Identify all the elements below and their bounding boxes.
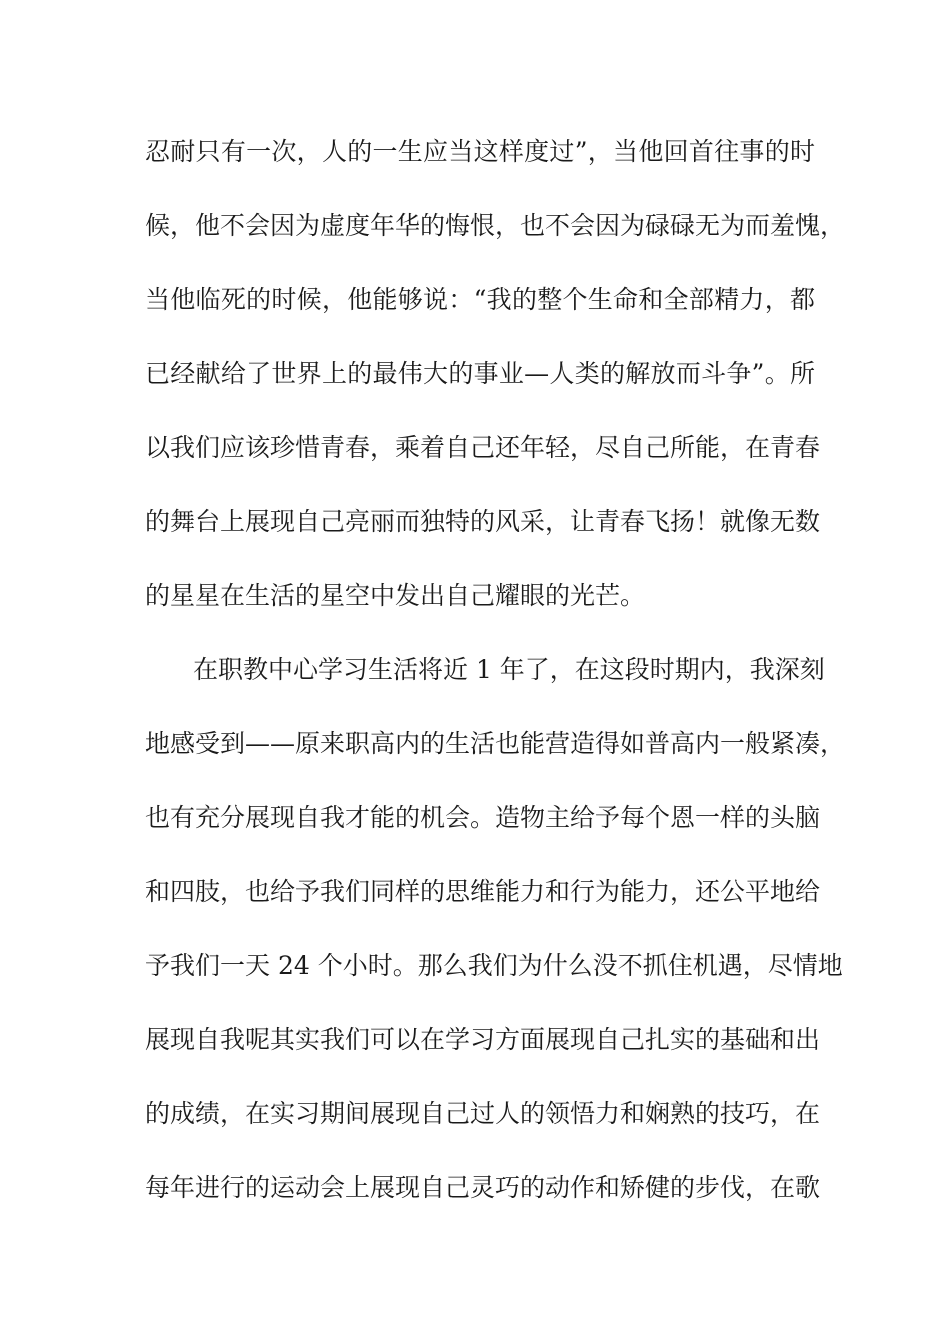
text-line: 地感受到——原来职高内的生活也能营造得如普高内一般紧凑， xyxy=(145,729,846,758)
text-line: 当他临死的时候，他能够说：“我的整个生命和全部精力，都 xyxy=(145,285,815,314)
text-line: 也有充分展现自我才能的机会。造物主给予每个恩一样的头脑 xyxy=(145,803,821,832)
text-line: 展现自我呢其实我们可以在学习方面展现自己扎实的基础和出 xyxy=(145,1025,821,1054)
text-line: 已经献给了世界上的最伟大的事业—人类的解放而斗争”。所 xyxy=(145,359,815,388)
text-line: 候，他不会因为虚度年华的悔恨，也不会因为碌碌无为而羞愧， xyxy=(145,211,846,240)
text-line: 予我们一天 24 个小时。那么我们为什么没不抓住机遇，尽情地 xyxy=(145,951,843,980)
document-body xyxy=(145,128,846,1238)
text-line: 的成绩，在实习期间展现自己过人的领悟力和娴熟的技巧，在 xyxy=(145,1099,821,1128)
text-line: 每年进行的运动会上展现自己灵巧的动作和矫健的步伐，在歌 xyxy=(145,1173,821,1202)
text-line: 的舞台上展现自己亮丽而独特的风采，让青春飞扬！就像无数 xyxy=(145,507,821,536)
text-line-paragraph-end: 的星星在生活的星空中发出自己耀眼的光芒。 xyxy=(145,581,646,610)
text-line-paragraph-start: 在职教中心学习生活将近 1 年了，在这段时期内，我深刻 xyxy=(193,655,825,684)
text-line: 和四肢，也给予我们同样的思维能力和行为能力，还公平地给 xyxy=(145,877,821,906)
text-line: 以我们应该珍惜青春，乘着自己还年轻，尽自己所能，在青春 xyxy=(145,433,821,462)
text-line: 忍耐只有一次，人的一生应当这样度过”，当他回首往事的时 xyxy=(145,137,815,166)
